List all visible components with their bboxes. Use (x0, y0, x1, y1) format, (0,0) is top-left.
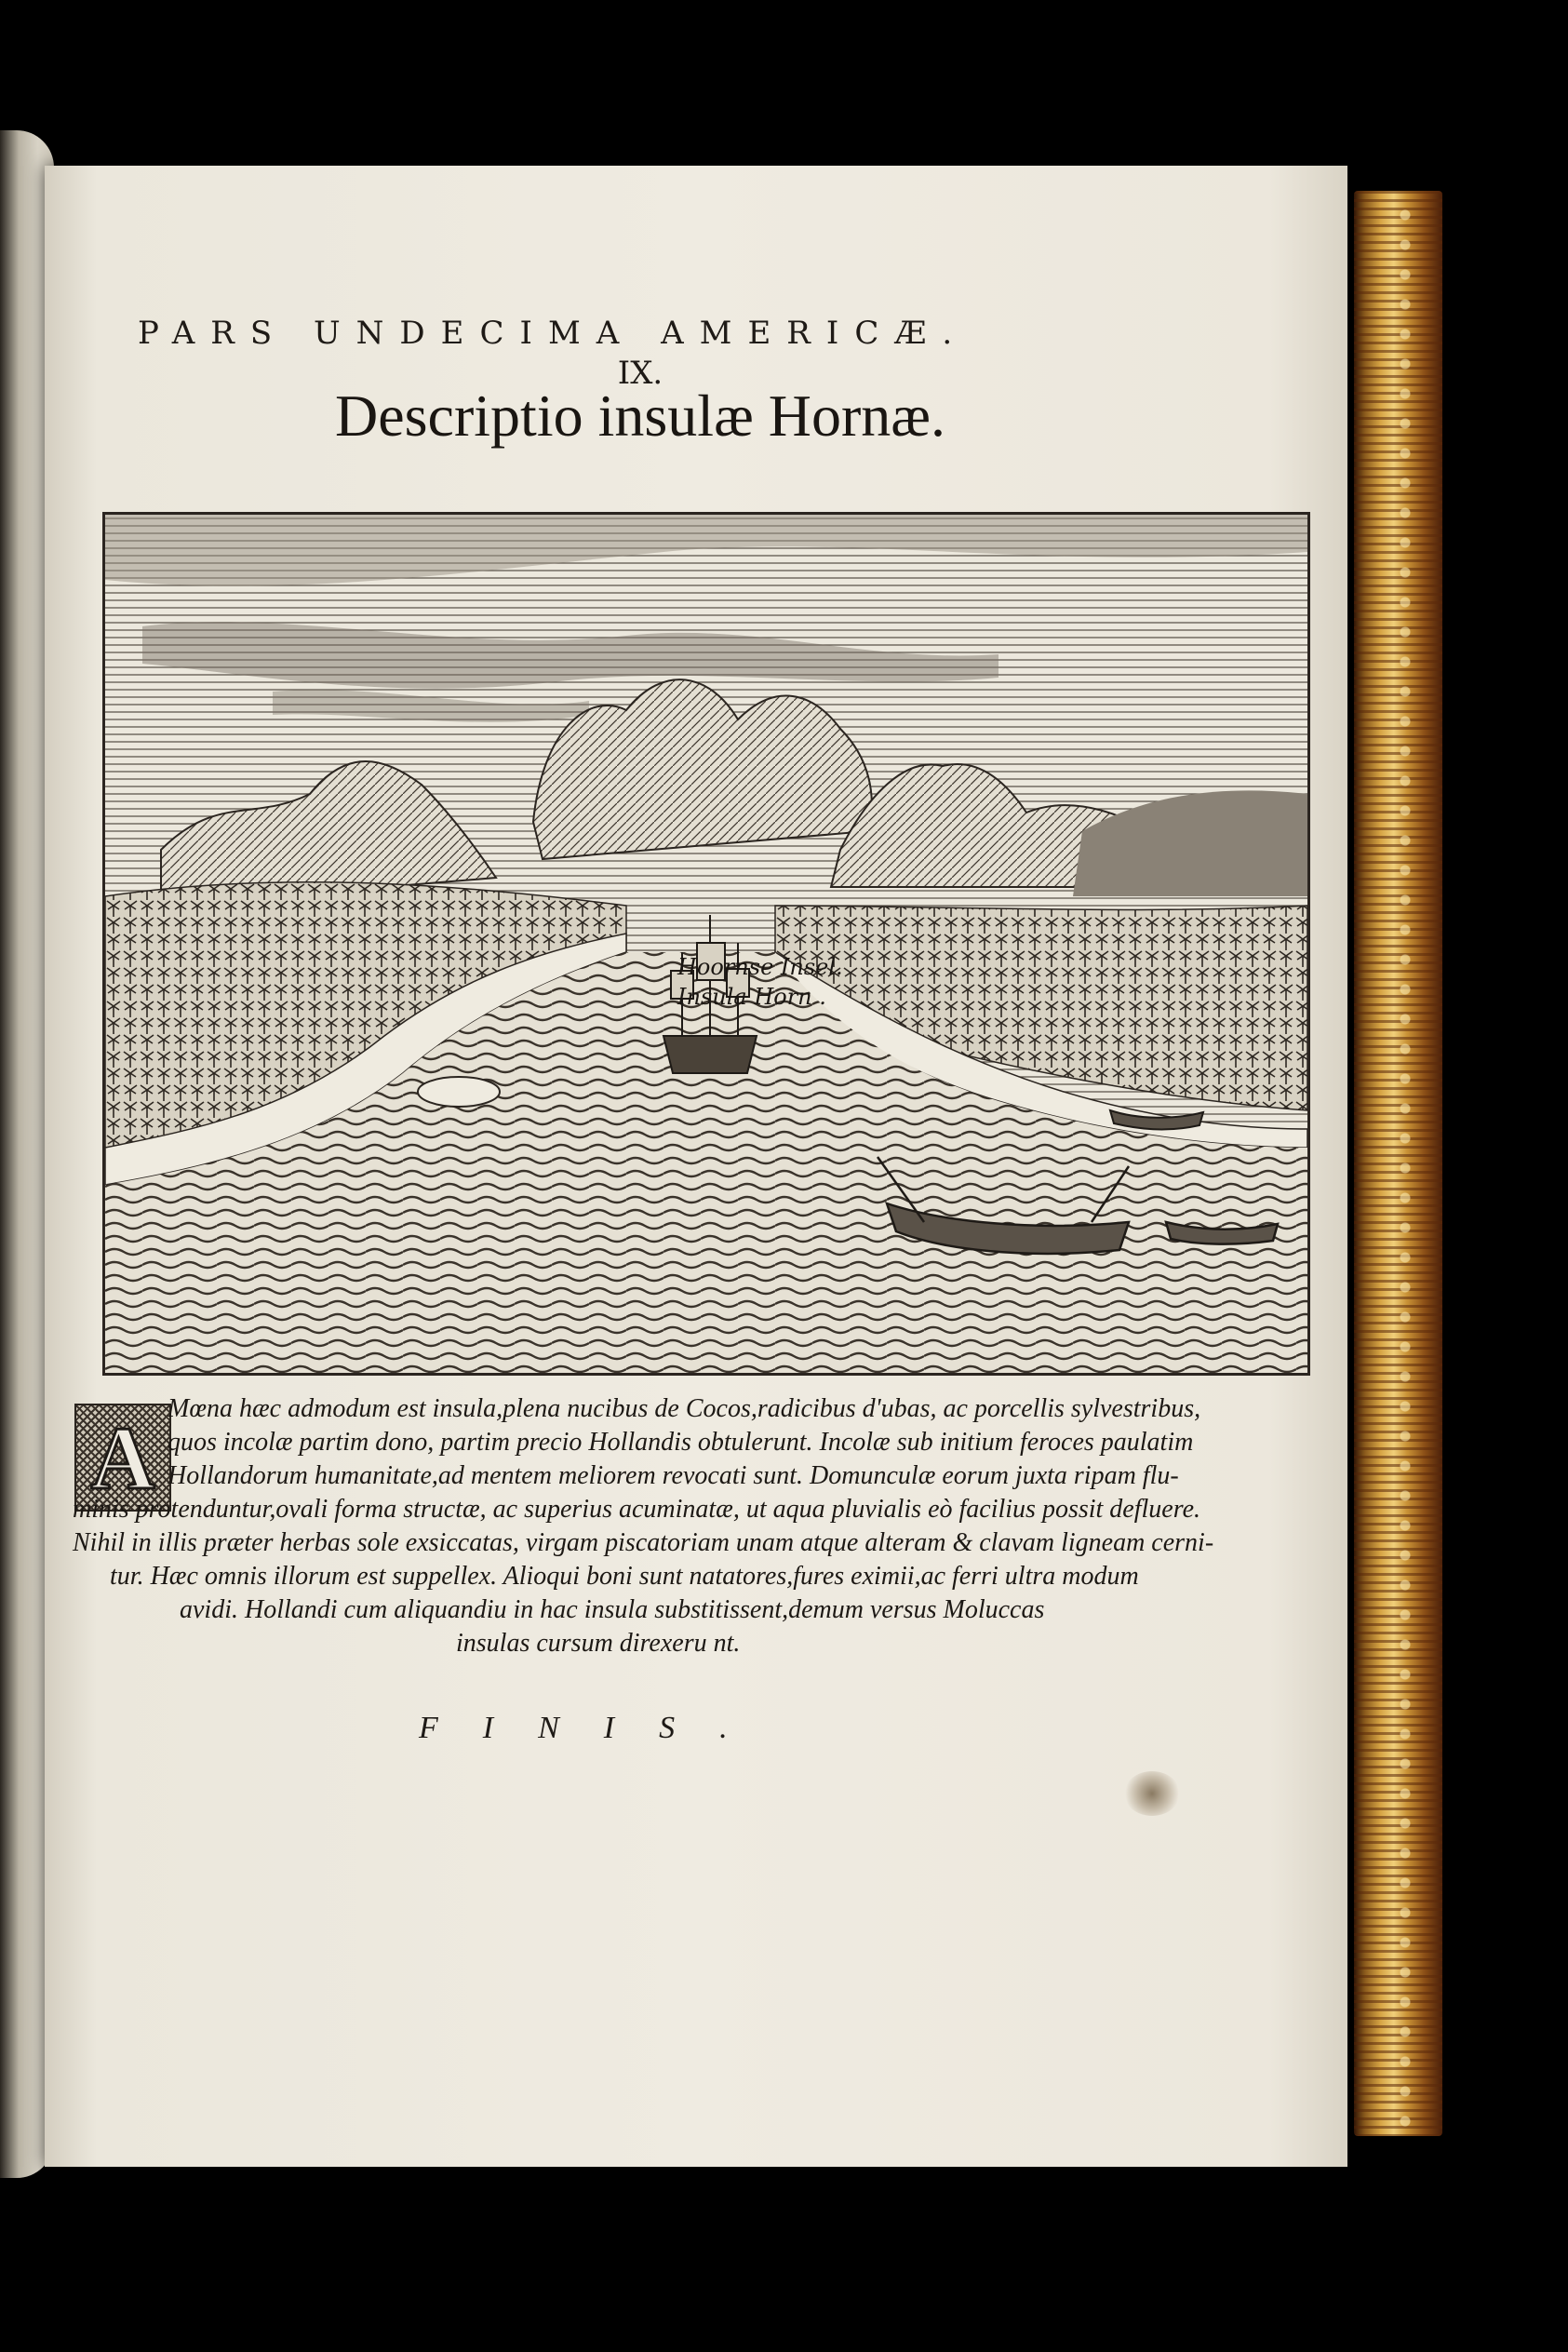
running-header: PARS UNDECIMA AMERICÆ. (138, 315, 969, 352)
body-line-6: tur. Hæc omnis illorum est suppellex. Alioqui boni sunt natatores,fures eximii,ac ferri ultra modum (110, 1562, 1139, 1591)
page-title: Descriptio insulæ Hornæ. (335, 383, 945, 449)
engraving-plate (102, 512, 1310, 1376)
initial-letter: A (90, 1407, 155, 1508)
body-line-3: Hollandorum humanitate,ad mentem meliorem revocati sunt. Domunculæ eorum juxta ripam flu- (168, 1461, 1179, 1490)
plate-caption (677, 952, 843, 1012)
plate-caption-latin: Insula Horn . (677, 984, 826, 1010)
body-line-5: Nihil in illis præter herbas sole exsiccatas, virgam piscatoriam unam atque alteram & clavam ligneam cerni- (73, 1528, 1214, 1557)
chapter-number: IX. (617, 355, 663, 392)
plate-caption-dutch: Hoornse Insel. (677, 954, 843, 980)
body-line-7: avidi. Hollandi cum aliquandiu in hac insula substitissent,demum versus Moluccas (180, 1595, 1045, 1624)
book-page (45, 166, 1347, 2167)
body-line-4: minis protenduntur,ovali forma structæ, ac superius acuminatæ, ut aqua pluvialis eò facilius possit defluere. (73, 1495, 1200, 1524)
finis-mark: FINIS. (419, 1711, 772, 1745)
body-paragraph (73, 1392, 1214, 1660)
gilt-edge-ornament (1387, 200, 1424, 2127)
body-line-2: quos incolæ partim dono, partim precio Hollandis obtulerunt. Incolæ sub initium feroces paulatim (168, 1428, 1194, 1457)
paper-stain (1124, 1771, 1180, 1816)
body-line-1: Mœna hæc admodum est insula,plena nucibus de Cocos,radicibus d'ubas, ac porcellis sylvestribus, (168, 1394, 1201, 1423)
body-line-8: insulas cursum direxeru nt. (456, 1629, 741, 1658)
engraving-illustration (105, 515, 1307, 1373)
